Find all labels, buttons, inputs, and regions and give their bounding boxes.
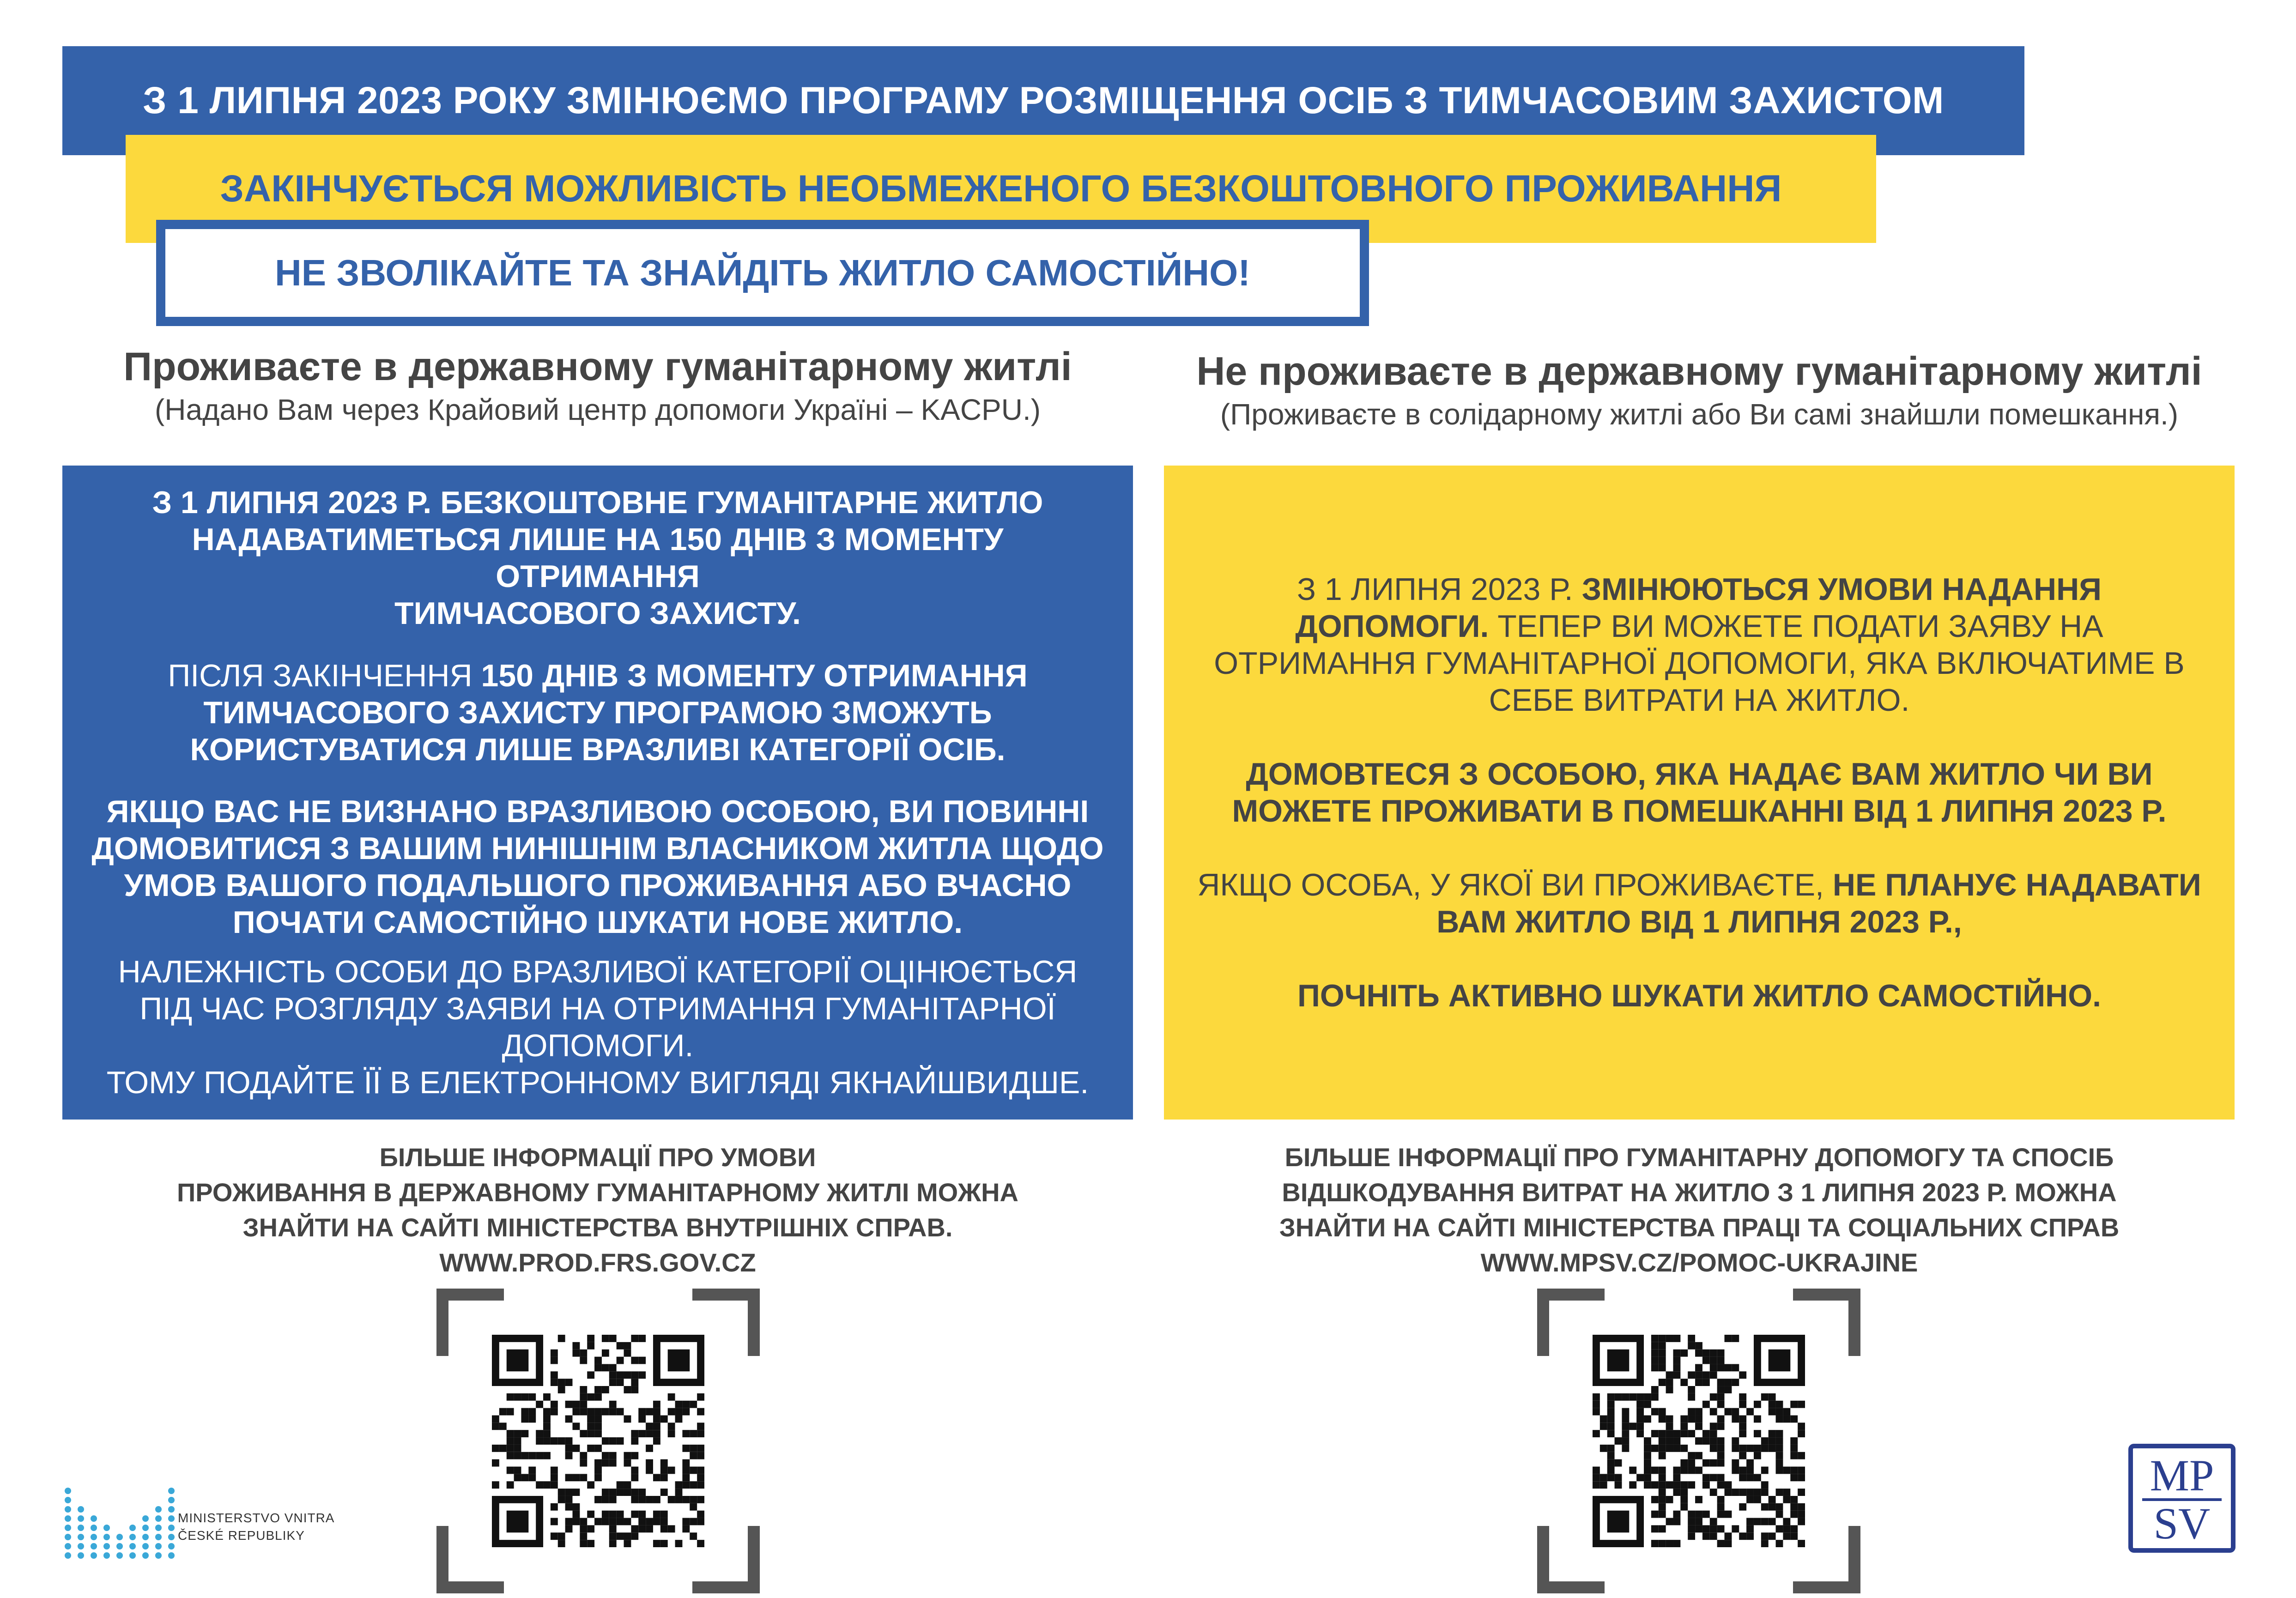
left-p4-line2: ПІД ЧАС РОЗГЛЯДУ ЗАЯВИ НА ОТРИМАННЯ ГУМАНІТАРНОЇ [139,991,1056,1027]
left-info-line1: БІЛЬШЕ ІНФОРМАЦІЇ ПРО УМОВИ [379,1143,816,1172]
left-p2-line3: КОРИСТУВАТИСЯ ЛИШЕ ВРАЗЛИВІ КАТЕГОРІЇ ОСІБ. [190,732,1006,767]
left-info-line3: ЗНАЙТИ НА САЙТІ МІНІСТЕРСТВА ВНУТРІШНІХ СПРАВ. [242,1213,953,1242]
left-p3-line3: УМОВ ВАШОГО ПОДАЛЬШОГО ПРОЖИВАННЯ АБО ВЧАСНО [124,868,1072,903]
left-column-subheading: (Надано Вам через Крайовий центр допомоги Україні – KACPU.) [154,393,1041,426]
right-p1-line3: ОТРИМАННЯ ГУМАНІТАРНОЇ ДОПОМОГИ, ЯКА ВКЛЮЧАТИМЕ В [1214,646,2185,681]
right-p2-line2: МОЖЕТЕ ПРОЖИВАТИ В ПОМЕШКАННІ ВІД 1 ЛИПНЯ 2023 Р. [1232,793,2167,829]
right-p3-line1a: ЯКЩО ОСОБА, У ЯКОЇ ВИ ПРОЖИВАЄТЕ, [1197,867,1833,902]
left-p1-line2: НАДАВАТИМЕТЬСЯ ЛИШЕ НА 150 ДНІВ З МОМЕНТУ ОТРИМАННЯ [192,522,1004,594]
left-p2-line2: ТИМЧАСОВОГО ЗАХИСТУ ПРОГРАМОЮ ЗМОЖУТЬ [203,695,992,730]
right-p3 [1197,866,2201,940]
right-info-panel [1164,466,2235,1120]
right-p2-line1: ДОМОВТЕСЯ З ОСОБОЮ, ЯКА НАДАЄ ВАМ ЖИТЛО ЧИ ВИ [1246,757,2153,792]
right-p4-line1: ПОЧНІТЬ АКТИВНО ШУКАТИ ЖИТЛО САМОСТІЙНО. [1297,978,2102,1013]
right-p3-line2: ВАМ ЖИТЛО ВІД 1 ЛИПНЯ 2023 Р., [1436,904,1962,939]
mpsv-bottom: SV [2153,1499,2211,1548]
right-p1-line4: СЕБЕ ВИТРАТИ НА ЖИТЛО. [1489,683,1910,718]
left-p3-line1: ЯКЩО ВАС НЕ ВИЗНАНО ВРАЗЛИВОЮ ОСОБОЮ, ВИ ПОВИННІ [106,794,1089,829]
qr-code-icon[interactable] [1593,1335,1805,1547]
left-more-info [62,1140,1133,1280]
mpsv-top: MP [2150,1451,2214,1500]
left-info-panel [62,466,1133,1120]
top-banner: З 1 ЛИПНЯ 2023 РОКУ ЗМІНЮЄМО ПРОГРАМУ РОЗМІЩЕННЯ ОСІБ З ТИМЧАСОВИМ ЗАХИСТОМ [62,46,2024,155]
right-column-heading: Не проживаєте в державному гуманітарному житлі [1196,349,2202,393]
right-p1 [1214,571,2184,719]
right-p2 [1232,756,2167,829]
left-p1-line3: ТИМЧАСОВОГО ЗАХИСТУ. [394,596,801,631]
mvcr-line1: MINISTERSTVO VNITRA [178,1511,335,1525]
call-to-action-banner: НЕ ЗВОЛІКАЙТЕ ТА ЗНАЙДІТЬ ЖИТЛО САМОСТІЙНО! [156,220,1369,326]
right-p1-line2a: ДОПОМОГИ. [1295,609,1489,644]
left-p4-line3: ДОПОМОГИ. [502,1028,694,1064]
right-column-subheading: (Проживаєте в солідарному житлі або Ви самі знайшли помешкання.) [1220,398,2179,431]
left-p4 [107,953,1089,1101]
middle-banner: ЗАКІНЧУЄТЬСЯ МОЖЛИВІСТЬ НЕОБМЕЖЕНОГО БЕЗКОШТОВНОГО ПРОЖИВАННЯ [126,135,1876,243]
qr-code-icon[interactable] [492,1335,704,1547]
right-info-line1: БІЛЬШЕ ІНФОРМАЦІЇ ПРО ГУМАНІТАРНУ ДОПОМОГУ ТА СПОСІБ [1284,1143,2114,1172]
left-info-url[interactable]: WWW.PROD.FRS.GOV.CZ [439,1248,756,1277]
mvcr-logo-icon [62,1478,182,1561]
mvcr-logo-text [178,1509,334,1544]
left-p2-line1a: ПІСЛЯ ЗАКІНЧЕННЯ [168,658,481,693]
left-p1-line1: З 1 ЛИПНЯ 2023 Р. БЕЗКОШТОВНЕ ГУМАНІТАРНЕ ЖИТЛО [152,485,1043,520]
right-qr-frame[interactable] [1537,1289,1860,1593]
right-p1-line2b: ТЕПЕР ВИ МОЖЕТЕ ПОДАТИ ЗАЯВУ НА [1489,609,2103,644]
right-p1-line1b: ЗМІНЮЮТЬСЯ УМОВИ НАДАННЯ [1581,572,2102,607]
mpsv-logo-icon [2128,1444,2235,1553]
left-p3-line4: ПОЧАТИ САМОСТІЙНО ШУКАТИ НОВЕ ЖИТЛО. [232,905,963,940]
right-info-line2: ВІДШКОДУВАННЯ ВИТРАТ НА ЖИТЛО З 1 ЛИПНЯ 2023 Р. МОЖНА [1282,1178,2117,1207]
left-p4-line1: НАЛЕЖНІСТЬ ОСОБИ ДО ВРАЗЛИВОЇ КАТЕГОРІЇ ОЦІНЮЄТЬСЯ [118,954,1078,990]
left-p4-line4: ТОМУ ПОДАЙТЕ ЇЇ В ЕЛЕКТРОННОМУ ВИГЛЯДІ ЯКНАЙШВИДШЕ. [106,1065,1089,1101]
left-info-line2: ПРОЖИВАННЯ В ДЕРЖАВНОМУ ГУМАНІТАРНОМУ ЖИТЛІ МОЖНА [177,1178,1018,1207]
left-p3 [91,793,1103,941]
right-info-url[interactable]: WWW.MPSV.CZ/POMOC-UKRAJINE [1480,1248,1918,1277]
left-p3-line2: ДОМОВИТИСЯ З ВАШИМ НИНІШНІМ ВЛАСНИКОМ ЖИТЛА ЩОДО [91,831,1104,866]
left-p1 [90,484,1105,632]
right-info-line3: ЗНАЙТИ НА САЙТІ МІНІСТЕРСТВА ПРАЦІ ТА СОЦІАЛЬНИХ СПРАВ [1279,1213,2120,1242]
right-p4 [1297,977,2101,1014]
left-p2 [168,657,1027,768]
left-p2-line1b: 150 ДНІВ З МОМЕНТУ ОТРИМАННЯ [481,658,1028,693]
right-more-info [1164,1140,2235,1280]
left-column-heading: Проживаєте в державному гуманітарному житлі [123,345,1072,389]
left-qr-frame[interactable] [436,1289,760,1593]
right-p3-line1b: НЕ ПЛАНУЄ НАДАВАТИ [1832,867,2201,902]
right-p1-line1a: З 1 ЛИПНЯ 2023 Р. [1296,572,1582,607]
mvcr-line2: ČESKÉ REPUBLIKY [178,1528,305,1543]
